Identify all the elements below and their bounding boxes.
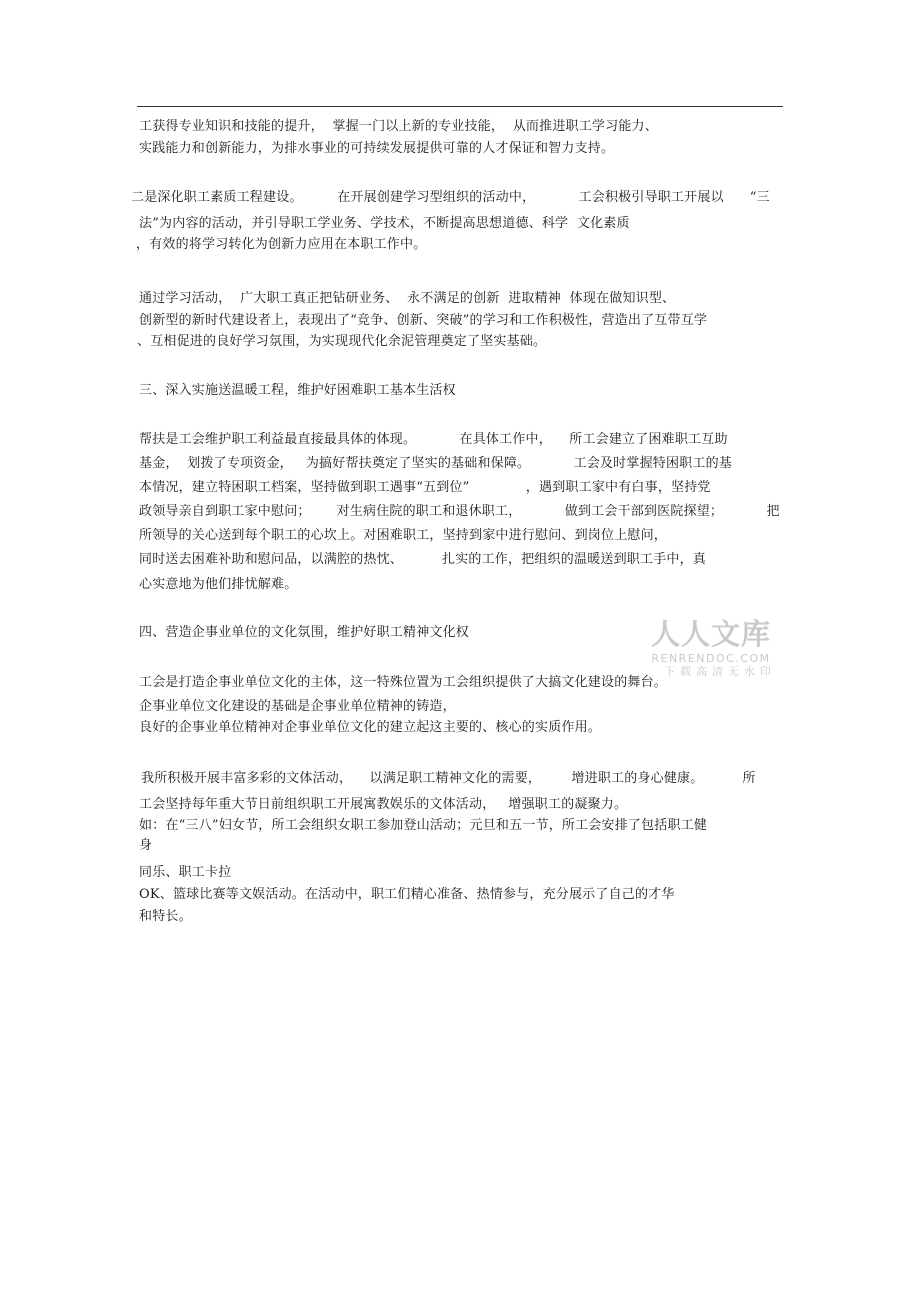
text-line: 、互相促进的良好学习氛围，为实现现代化余泥管理奠定了坚实基础。	[137, 334, 547, 349]
text-line: 同时送去困难补助和慰问品，以满腔的热忱、 扎实的工作，把组织的温暖送到职工手中，真	[139, 552, 706, 567]
text-line: 工获得专业知识和技能的提升， 掌握一门以上新的专业技能， 从而推进职工学习能力、	[139, 119, 658, 134]
text-line: 和特长。	[139, 909, 192, 924]
text-line: 基金， 划拨了专项资金， 为搞好帮扶奠定了坚实的基础和保障。 工会及时掌握特困职工的基	[139, 456, 732, 471]
watermark-domain: RENRENDOC.COM	[651, 652, 771, 665]
text-line: 同乐、职工卡拉	[139, 865, 232, 880]
section-heading: 三、深入实施送温暖工程，维护好困难职工基本生活权	[139, 383, 456, 398]
text-line: 我所积极开展丰富多彩的文体活动， 以满足职工精神文化的需要， 增进职工的身心健康。 所	[141, 771, 756, 786]
header-rule	[137, 106, 783, 107]
text-line: 工会坚持每年重大节日前组织职工开展寓教娱乐的文体活动， 增强职工的凝聚力。	[139, 797, 628, 812]
text-line: 如：在“三八”妇女节，所工会组织女职工参加登山活动；元旦和五一节，所工会安排了包括职工健	[139, 818, 708, 833]
text-line: 通过学习活动， 广大职工真正把钻研业务、 永不满足的创新 进取精神 体现在做知识型、	[139, 291, 676, 306]
text-line: 工会是打造企事业单位文化的主体，这一特殊位置为工会组织提供了大搞文化建设的舞台。	[139, 675, 668, 690]
watermark-logo	[646, 616, 776, 679]
text-line: ，有效的将学习转化为创新力应用在本职工作中。	[136, 237, 427, 252]
text-line: 本情况，建立特困职工档案，坚持做到职工遇事“五到位” ，遇到职工家中有白事，坚持党	[139, 480, 711, 495]
text-line: 二是深化职工素质工程建设。 在开展创建学习型组织的活动中， 工会积极引导职工开展以 “三	[131, 190, 770, 205]
text-line: 良好的企事业单位精神对企事业单位文化的建立起这主要的、核心的实质作用。	[139, 720, 602, 735]
text-line: 所领导的关心送到每个职工的心坎上。对困难职工，坚持到家中进行慰问、到岗位上慰问，	[139, 528, 668, 543]
watermark-title: 人人文库	[650, 617, 771, 651]
section-heading: 四、营造企事业单位的文化氛围，维护好职工精神文化权	[139, 625, 470, 640]
text-line: 法”为内容的活动，并引导职工学业务、学技术，不断提高思想道德、科学 文化素质	[139, 216, 630, 231]
text-line: 帮扶是工会维护职工利益最直接最具体的体现。 在具体工作中， 所工会建立了困难职工互助	[139, 432, 728, 447]
text-line: 实践能力和创新能力，为排水事业的可持续发展提供可靠的人才保证和智力支持。	[139, 141, 615, 156]
text-line: 身	[139, 838, 153, 853]
text-line: 创新型的新时代建设者上，表现出了“竞争、创新、突破”的学习和工作积极性，营造出了互带互学	[139, 313, 708, 328]
text-line: 企事业单位文化建设的基础是企事业单位精神的铸造，	[139, 699, 456, 714]
text-line: 政领导亲自到职工家中慰问； 对生病住院的职工和退休职工， 做到工会干部到医院探望； 把	[139, 504, 780, 519]
text-line: OK、篮球比赛等文娱活动。在活动中，职工们精心准备、热情参与，充分展示了自己的才华	[139, 887, 675, 902]
text-line: 心实意地为他们排忧解难。	[139, 577, 298, 592]
watermark-tagline: 下载高清无水印	[664, 665, 776, 678]
